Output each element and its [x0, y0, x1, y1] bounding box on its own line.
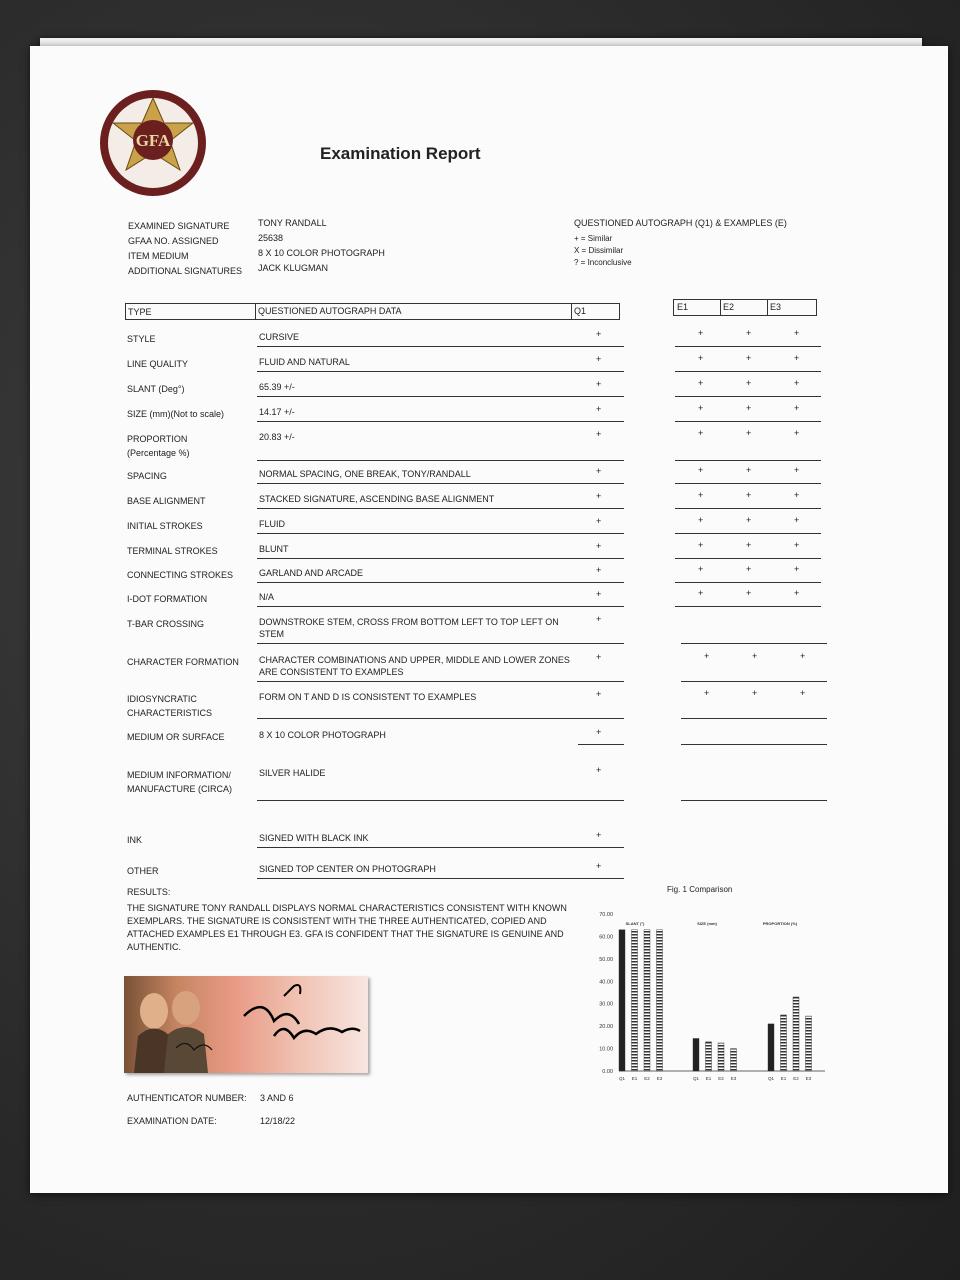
row-underline [257, 847, 624, 848]
examples-underline [681, 744, 827, 745]
bar [619, 930, 625, 1071]
example-mark: + [698, 428, 704, 438]
row-underline [257, 878, 624, 879]
row-type: OTHER [127, 866, 159, 876]
row-value: BLUNT [259, 544, 289, 554]
x-tick-label: E1 [780, 1076, 787, 1081]
example-mark: + [794, 540, 800, 550]
y-tick-label: 50.00 [599, 956, 613, 963]
examples-underline [675, 396, 821, 397]
logo-text: GFA [135, 131, 171, 150]
example-mark: + [746, 465, 752, 475]
bar [644, 930, 650, 1071]
examples-underline [675, 582, 821, 583]
legend-item: ? = Inconclusive [574, 258, 632, 267]
row-value: ARE CONSISTENT TO EXAMPLES [259, 667, 404, 677]
example-mark: + [746, 428, 752, 438]
row-type: PROPORTION [127, 434, 188, 444]
row-value: CHARACTER COMBINATIONS AND UPPER, MIDDLE AND LOWER ZONES [259, 655, 570, 665]
example-mark: + [746, 403, 752, 413]
bar [657, 930, 663, 1071]
header-type: TYPE [128, 307, 152, 317]
row-underline [257, 558, 624, 559]
q1-mark: + [596, 565, 602, 575]
page-title: Examination Report [320, 144, 481, 163]
row-type: MANUFACTURE (CIRCA) [127, 784, 232, 794]
row-type: STYLE [127, 334, 156, 344]
row-value: FORM ON T AND D IS CONSISTENT TO EXAMPLES [259, 692, 477, 702]
header-divider [767, 299, 768, 316]
examples-underline [681, 643, 827, 644]
q1-mark: + [596, 589, 602, 599]
row-type: SIZE (mm)(Not to scale) [127, 409, 225, 419]
row-type: I-DOT FORMATION [127, 594, 208, 604]
q1-mark: + [596, 429, 602, 439]
row-type: INITIAL STROKES [127, 521, 203, 531]
row-type: SPACING [127, 471, 167, 481]
q1-mark: + [596, 379, 602, 389]
example-mark: + [698, 403, 704, 413]
legend-item: X = Dissimilar [574, 246, 624, 255]
header-e2: E2 [723, 302, 735, 312]
example-mark: + [698, 515, 704, 525]
y-tick-label: 20.00 [599, 1024, 613, 1031]
bar [693, 1038, 699, 1071]
examples-underline [675, 483, 821, 484]
example-mark: + [794, 353, 800, 363]
bar [781, 1015, 787, 1071]
header-divider [571, 303, 572, 320]
example-mark: + [794, 403, 800, 413]
row-value: STACKED SIGNATURE, ASCENDING BASE ALIGNMENT [259, 494, 495, 504]
info-value: 25638 [258, 233, 284, 243]
row-value: N/A [259, 592, 275, 602]
examples-underline [675, 606, 821, 607]
x-tick-label: E1 [631, 1076, 638, 1081]
row-value: DOWNSTROKE STEM, CROSS FROM BOTTOM LEFT TO TOP LEFT ON [259, 617, 559, 627]
row-underline [257, 483, 624, 484]
example-mark: + [746, 490, 752, 500]
q1-mark: + [596, 329, 602, 339]
q1-mark: + [596, 727, 602, 737]
info-value: JACK KLUGMAN [258, 263, 329, 273]
row-value: FLUID AND NATURAL [259, 357, 350, 367]
example-mark: + [746, 540, 752, 550]
group-label: SIZE (mm) [697, 921, 717, 926]
info-label: ADDITIONAL SIGNATURES [128, 266, 243, 276]
example-mark: + [794, 378, 800, 388]
bar [632, 930, 638, 1071]
row-type: (Percentage %) [127, 448, 190, 458]
row-underline [257, 582, 624, 583]
group-label: SLANT (°) [625, 921, 645, 926]
x-tick-label: E2 [793, 1076, 799, 1081]
example-mark: + [746, 378, 752, 388]
examples-underline [675, 346, 821, 347]
exam-date-label: EXAMINATION DATE: [127, 1116, 217, 1126]
q1-mark: + [596, 614, 602, 624]
x-tick-label: E3 [805, 1076, 812, 1081]
q1-mark: + [596, 354, 602, 364]
example-mark: + [794, 328, 800, 338]
example-mark: + [746, 515, 752, 525]
row-underline [257, 396, 624, 397]
row-type: MEDIUM OR SURFACE [127, 732, 225, 742]
row-value: 20.83 +/- [259, 432, 295, 442]
q1-mark: + [596, 466, 602, 476]
row-type: MEDIUM INFORMATION/ [127, 770, 231, 780]
row-value: 14.17 +/- [259, 407, 295, 417]
row-underline [257, 681, 624, 682]
example-mark: + [698, 465, 704, 475]
legend-title: QUESTIONED AUTOGRAPH (Q1) & EXAMPLES (E) [574, 218, 787, 228]
group-label: PROPORTION (%) [762, 921, 798, 926]
example-mark: + [704, 688, 710, 698]
example-mark: + [794, 588, 800, 598]
row-value: STEM [259, 629, 285, 639]
q1-mark: + [596, 861, 602, 871]
row-value: 65.39 +/- [259, 382, 295, 392]
examples-underline [681, 800, 827, 801]
row-underline [257, 718, 624, 719]
row-type: BASE ALIGNMENT [127, 496, 206, 506]
example-mark: + [800, 688, 806, 698]
row-type: IDIOSYNCRATIC [127, 694, 197, 704]
example-mark: + [698, 540, 704, 550]
info-label: EXAMINED SIGNATURE [128, 221, 230, 231]
row-value: SILVER HALIDE [259, 768, 326, 778]
row-value: SIGNED TOP CENTER ON PHOTOGRAPH [259, 864, 436, 874]
q1-mark: + [596, 516, 602, 526]
row-underline [257, 371, 624, 372]
y-tick-label: 0.00 [602, 1069, 613, 1075]
x-tick-label: E3 [656, 1076, 663, 1081]
row-type: CONNECTING STROKES [127, 570, 234, 580]
exam-date-value: 12/18/22 [260, 1116, 296, 1126]
x-tick-label: E2 [718, 1076, 724, 1081]
bar [706, 1042, 712, 1071]
row-underline [257, 643, 624, 644]
q1-mark: + [596, 652, 602, 662]
y-tick-label: 10.00 [599, 1046, 613, 1053]
authenticator-label: AUTHENTICATOR NUMBER: [127, 1093, 247, 1103]
examples-underline [675, 508, 821, 509]
row-type: LINE QUALITY [127, 359, 189, 369]
q1-mark: + [596, 689, 602, 699]
example-mark: + [794, 490, 800, 500]
row-type: INK [127, 835, 143, 845]
row-underline [257, 800, 624, 801]
row-underline [257, 508, 624, 509]
x-tick-label: E2 [644, 1076, 650, 1081]
row-underline [257, 346, 624, 347]
info-label: GFAA NO. ASSIGNED [128, 236, 219, 246]
legend-item: + = Similar [574, 234, 613, 243]
examples-underline [675, 421, 821, 422]
x-tick-label: Q1 [767, 1076, 775, 1081]
bar [731, 1049, 737, 1071]
row-underline [257, 606, 624, 607]
authenticator-value: 3 AND 6 [260, 1093, 294, 1103]
row-underline [257, 460, 624, 461]
example-mark: + [698, 378, 704, 388]
row-value: FLUID [259, 519, 286, 529]
examples-underline [675, 533, 821, 534]
row-type: T-BAR CROSSING [127, 619, 205, 629]
example-mark: + [746, 353, 752, 363]
examples-underline [675, 460, 821, 461]
examples-underline [675, 371, 821, 372]
header-e3: E3 [770, 302, 782, 312]
row-underline [257, 421, 624, 422]
row-type: CHARACTER FORMATION [127, 657, 239, 667]
row-value: SIGNED WITH BLACK INK [259, 833, 369, 843]
example-mark: + [752, 688, 758, 698]
example-mark: + [746, 588, 752, 598]
example-mark: + [794, 515, 800, 525]
header-divider [720, 299, 721, 316]
row-underline [257, 533, 624, 534]
row-type: TERMINAL STROKES [127, 546, 218, 556]
x-tick-label: E1 [705, 1076, 712, 1081]
q1-mark: + [596, 830, 602, 840]
q1-mark: + [596, 541, 602, 551]
example-mark: + [746, 328, 752, 338]
row-value: GARLAND AND ARCADE [259, 568, 364, 578]
example-mark: + [794, 428, 800, 438]
example-mark: + [698, 564, 704, 574]
chart-title: Fig. 1 Comparison [667, 885, 733, 894]
example-mark: + [698, 490, 704, 500]
bar [793, 997, 799, 1071]
signed-photo-thumbnail [124, 976, 368, 1073]
q1-mark: + [596, 765, 602, 775]
example-mark: + [752, 651, 758, 661]
y-tick-label: 70.00 [599, 912, 613, 918]
example-mark: + [794, 465, 800, 475]
header-e1: E1 [677, 302, 689, 312]
x-tick-label: Q1 [618, 1076, 626, 1081]
results-label: RESULTS: [127, 887, 171, 897]
examples-underline [681, 718, 827, 719]
example-mark: + [698, 588, 704, 598]
q1-mark: + [596, 404, 602, 414]
bar [768, 1024, 774, 1071]
example-mark: + [698, 353, 704, 363]
info-label: ITEM MEDIUM [128, 251, 189, 261]
q1-mark: + [596, 491, 602, 501]
comparison-chart [585, 904, 835, 1100]
row-type: CHARACTERISTICS [127, 708, 213, 718]
row-value: CURSIVE [259, 332, 300, 342]
bar [806, 1016, 812, 1071]
x-tick-label: E3 [730, 1076, 737, 1081]
y-tick-label: 40.00 [599, 979, 613, 986]
bar [718, 1043, 724, 1071]
example-mark: + [698, 328, 704, 338]
header-q1: Q1 [574, 306, 587, 316]
examples-underline [675, 558, 821, 559]
results-text: THE SIGNATURE TONY RANDALL DISPLAYS NORMAL CHARACTERISTICS CONSISTENT WITH KNOWN EXEMPLARS. THE SIGNATURE IS CONSISTENT WITH THE THREE AUTHENTICATED, COPIED AND ATTACHED EXAMPLES E1 THROUGH E3. GFA IS CONFIDENT THAT THE SIGNATURE IS GENUINE AND AUTHENTIC. [127, 903, 567, 952]
example-mark: + [746, 564, 752, 574]
row-type: SLANT (Deg°) [127, 384, 185, 394]
row-value: 8 X 10 COLOR PHOTOGRAPH [259, 730, 386, 740]
header-divider [255, 303, 256, 320]
example-mark: + [704, 651, 710, 661]
info-value: 8 X 10 COLOR PHOTOGRAPH [258, 248, 385, 258]
example-mark: + [794, 564, 800, 574]
example-mark: + [800, 651, 806, 661]
examples-header [673, 299, 817, 316]
gfa-logo [98, 88, 208, 198]
report-page [30, 46, 948, 1193]
examples-underline [681, 681, 827, 682]
x-tick-label: Q1 [692, 1076, 700, 1081]
row-underline [578, 744, 624, 745]
row-value: NORMAL SPACING, ONE BREAK, TONY/RANDALL [259, 469, 471, 479]
y-tick-label: 60.00 [599, 934, 613, 941]
info-value: TONY RANDALL [258, 218, 327, 228]
y-tick-label: 30.00 [599, 1001, 613, 1008]
header-data: QUESTIONED AUTOGRAPH DATA [258, 306, 402, 316]
